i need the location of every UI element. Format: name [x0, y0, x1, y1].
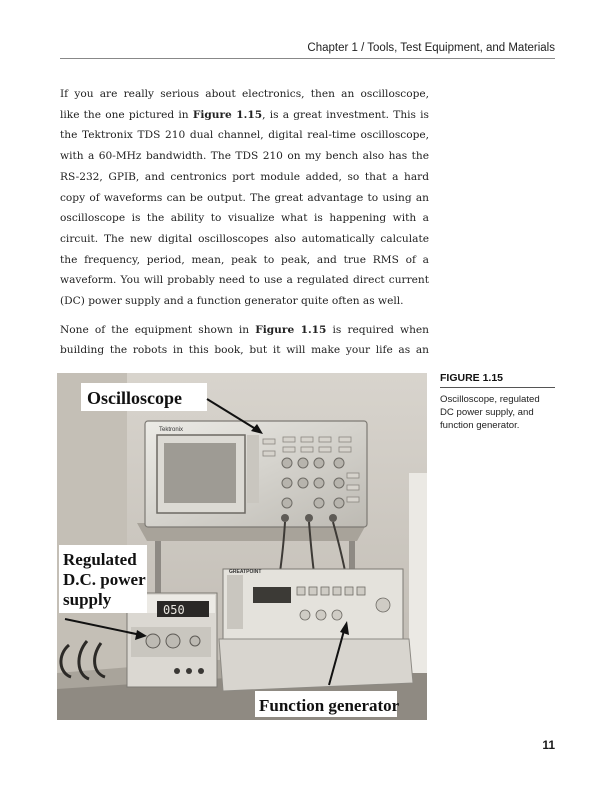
power-supply-readout: 050 [163, 603, 185, 617]
function-generator-label-box [255, 691, 400, 717]
light-window [409, 473, 427, 673]
figure-number: FIGURE 1.15 [440, 372, 504, 384]
function-generator-label: Function generator [259, 696, 400, 715]
oscilloscope-label: Oscilloscope [87, 388, 182, 408]
paragraph-2 [60, 320, 429, 361]
oscilloscope [145, 421, 367, 527]
figure-photo [57, 373, 427, 720]
generator-brand: GREATPOINT [229, 569, 262, 575]
header-rule [60, 58, 555, 59]
generator-stand [219, 639, 413, 691]
text-line: RS-232, GPIB, and centronics port module added, so that a hard [60, 170, 429, 183]
text-fragment: is required when [326, 323, 430, 336]
figure-reference: Figure 1.15 [192, 108, 263, 121]
power-supply-label-line-2: D.C. power [63, 570, 146, 589]
oscilloscope-label-box [81, 383, 207, 411]
figure-reference: Figure 1.15 [255, 323, 327, 336]
text-line: building the robots in this book, but it will make your life as an [60, 344, 429, 357]
text-line: copy of waveforms can be output. The great advantage to using an [60, 191, 429, 204]
text-line: (DC) power supply and a function generator quite often as well. [60, 295, 404, 308]
paragraph-1 [60, 84, 429, 312]
text-fragment: None of the equipment shown in [60, 323, 256, 336]
text-line: circuit. The new digital oscilloscopes also automatically calculate [60, 232, 429, 245]
text-line: with a 60-MHz bandwidth. The TDS 210 on my bench also has the [60, 150, 429, 163]
text-fragment: like the one pictured in [60, 108, 193, 121]
text-line [60, 105, 429, 126]
text-line: the frequency, period, mean, peak to peak, and true RMS of a [60, 253, 429, 266]
caption-rule [440, 387, 555, 388]
function-generator [223, 569, 403, 639]
text-line [60, 320, 429, 341]
text-line: waveform. You will probably need to use a regulated direct current [60, 274, 429, 287]
power-supply-label-line-3: supply [63, 590, 112, 609]
text-line: If you are really serious about electronics, then an oscilloscope, [60, 88, 429, 100]
text-line: oscilloscope is the ability to visualize what is happening with a [60, 212, 429, 225]
power-supply-label-line-1: Regulated [63, 550, 137, 569]
text-line: the Tektronix TDS 210 dual channel, digital real-time oscilloscope, [60, 129, 429, 142]
text-fragment: , is a great investment. This is [262, 108, 429, 121]
running-head: Chapter 1 / Tools, Test Equipment, and Materials [307, 42, 555, 54]
page-number: 11 [542, 738, 555, 752]
figure-caption [440, 372, 555, 432]
scope-brand: Tektronix [159, 427, 184, 433]
power-supply-label-box [59, 545, 147, 613]
caption-text: Oscilloscope, regulated DC power supply, and function generator. [440, 394, 540, 431]
body-text [60, 84, 429, 361]
